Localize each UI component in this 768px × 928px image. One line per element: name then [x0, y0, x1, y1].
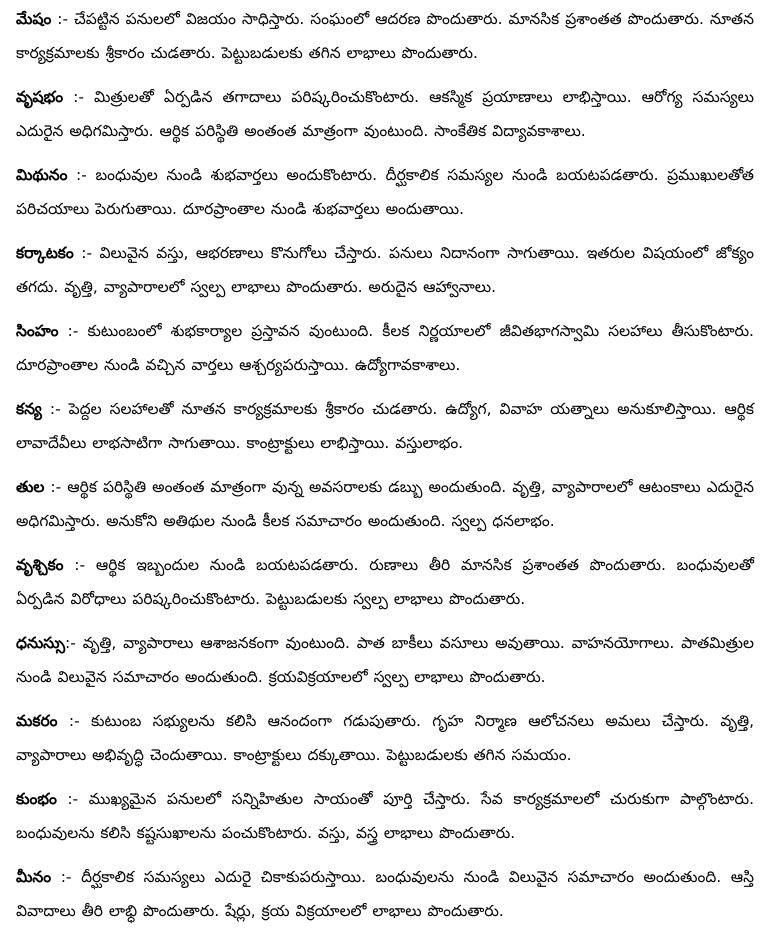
prediction-text: బంధువుల నుండి శుభవార్తలు అందుకొంటారు. దీర్ఘకాలిక సమస్యల నుండి బయటపడతారు. ప్రముఖులతోత పరిచయాలు పెరుగుతాయి. దూరప్రాంతాల నుండి శుభవార్తలు అందుతాయి. — [16, 166, 754, 218]
horoscope-entry-simham — [16, 314, 754, 382]
sign-separator: :- — [56, 790, 89, 808]
sign-separator: :- — [51, 868, 82, 886]
sign-name: కుంభం — [16, 790, 57, 808]
sign-name: కన్య — [16, 400, 42, 418]
horoscope-entry-mesham — [16, 2, 754, 70]
sign-separator: :- — [57, 712, 92, 730]
prediction-text: ఆర్థిక ఇబ్బందుల నుండి బయటపడతారు. రుణాలు తీరి మానసిక ప్రశాంతత పొందుతారు. బంధువులతో ఏర్పడిన విరోధాలు పరిష్కరించుకొంటారు. పెట్టుబడులకు స్వల్ప లాభాలు పొందుతారు. — [16, 556, 754, 608]
sign-name: మకరం — [16, 712, 58, 730]
sign-name: సింహం — [16, 322, 59, 340]
horoscope-entry-kanya — [16, 392, 754, 460]
sign-separator: :- — [73, 244, 100, 262]
sign-name: వృశ్చికం — [16, 556, 64, 574]
sign-name: మేషం — [16, 10, 52, 28]
prediction-text: పెద్దల సలహాలతో నూతన కార్యక్రమాలకు శ్రీకారం చుడతారు. ఉద్యోగ, వివాహ యత్నాలు అనుకూలిస్తాయి. ఆర్థిక లావాదేవీలు లాభసాటిగా సాగుతాయి. కాంట్రాక్టులు లాభిస్తాయి. వస్తులాభం. — [16, 400, 754, 452]
prediction-text: ఆర్థిక పరిస్థితి అంతంత మాత్రంగా వున్న అవసరాలకు డబ్బు అందుతుంది. వృత్తి, వ్యాపారాలలో ఆటంకాలు ఎదురైన అధిగమిస్తారు. అనుకోని అతిథుల నుండి కీలక సమాచారం అందుతుంది. స్వల్ప ధనలాభం. — [16, 478, 755, 530]
sign-separator: :- — [65, 634, 83, 652]
sign-separator: :- — [67, 166, 96, 184]
sign-separator: :- — [44, 478, 68, 496]
horoscope-entry-kumbham — [16, 782, 754, 850]
sign-separator: :- — [51, 10, 75, 28]
sign-name: కర్కాటకం — [16, 244, 74, 262]
horoscope-entry-karkatakam — [16, 236, 754, 304]
sign-name: మీనం — [16, 868, 52, 886]
prediction-text: కుటుంబంలో శుభకార్యాల ప్రస్తావన వుంటుంది. కీలక నిర్ణయాలలో జీవితభాగస్వామి సలహాలు తీసుకొంటారు. దూరప్రాంతాల నుండి వచ్చిన వార్తలు ఆశ్చర్యపరుస్తాయి. ఉద్యోగావకాశాలు. — [16, 322, 754, 374]
prediction-text: దీర్ఘకాలిక సమస్యలు ఎదురై చికాకుపరుస్తాయి. బంధువులను నుండి విలువైన సమాచారం అందుతుంది. ఆస్తి వివాదాలు తీరి లాభ్ధి పొందుతారు. షేర్లు, క్రయ విక్రయాలలో లాభాలు పొందుతారు. — [16, 868, 755, 920]
prediction-text: ముఖ్యమైన పనులలో సన్నిహితుల సాయంతో పూర్తి చేస్తారు. సేవ కార్యక్రమాలలో చురుకుగా పాల్గొంటారు. బంధువులను కలిసి కష్టసుఖాలను పంచుకొంటారు. వస్తు, వస్త్ర లాభాలు పొందుతారు. — [16, 790, 755, 842]
sign-separator: :- — [63, 88, 94, 106]
prediction-text: విలువైన వస్తు, ఆభరణాలు కొనుగోలు చేస్తారు. పనులు నిదానంగా సాగుతాయి. ఇతరుల విషయంలో జోక్యం తగదు. వృత్తి, వ్యాపారాలలో స్వల్ప లాభాలు పొందుతారు. అరుదైన ఆహ్వానాలు. — [16, 244, 754, 296]
sign-name: మిథునం — [16, 166, 68, 184]
prediction-text: వృత్తి, వ్యాపారాలు ఆశాజనకంగా వుంటుంది. పాత బాకీలు వసూలు అవుతాయి. వాహనయోగాలు. పాతమిత్రుల నుండి విలువైన సమాచారం అందుతుంది. క్రయవిక్రయాలలో స్వల్ప లాభాలు పొందుతారు. — [16, 634, 754, 686]
sign-separator: :- — [41, 400, 69, 418]
sign-separator: :- — [58, 322, 88, 340]
horoscope-entry-vruschikam — [16, 548, 754, 616]
sign-name: వృషభం — [16, 88, 64, 106]
prediction-text: మిత్రులతో ఏర్పడిన తగాదాలు పరిష్కరించుకొంటారు. ఆకస్మిక ప్రయాణాలు లాభిస్తాయి. ఆరోగ్య సమస్యలు ఎదురైన అధిగమిస్తారు. ఆర్థిక పరిస్థితి అంతంత మాత్రంగా వుంటుంది. సాంకేతిక విద్యావకాశాలు. — [16, 88, 754, 140]
horoscope-entry-mithunam — [16, 158, 754, 226]
horoscope-entry-makaram — [16, 704, 754, 772]
prediction-text: చేపట్టిన పనులలో విజయం సాధిస్తారు. సంఘంలో ఆదరణ పొందుతారు. మానసిక ప్రశాంతత పొందుతారు. నూతన కార్యక్రమాలకు శ్రీకారం చుడతారు. పెట్టుబడులకు తగిన లాభాలు పొందుతారు. — [16, 10, 754, 62]
sign-name: తుల — [16, 478, 45, 496]
sign-separator: :- — [63, 556, 96, 574]
horoscope-entry-vrushabham — [16, 80, 754, 148]
prediction-text: కుటుంబ సభ్యులను కలిసి ఆనందంగా గడుపుతారు. గృహ నిర్మాణ ఆలోచనలు అమలు చేస్తారు. వృత్తి, వ్యాపారాలు అభివృద్ధి చెందుతాయి. కాంట్రాక్టులు దక్కుతాయి. పెట్టుబడులకు తగిన సమయం. — [16, 712, 755, 764]
sign-name: ధనుస్సు — [16, 634, 66, 652]
horoscope-entry-meenam — [16, 860, 754, 928]
horoscope-entry-tula — [16, 470, 754, 538]
horoscope-entry-dhanussu — [16, 626, 754, 694]
